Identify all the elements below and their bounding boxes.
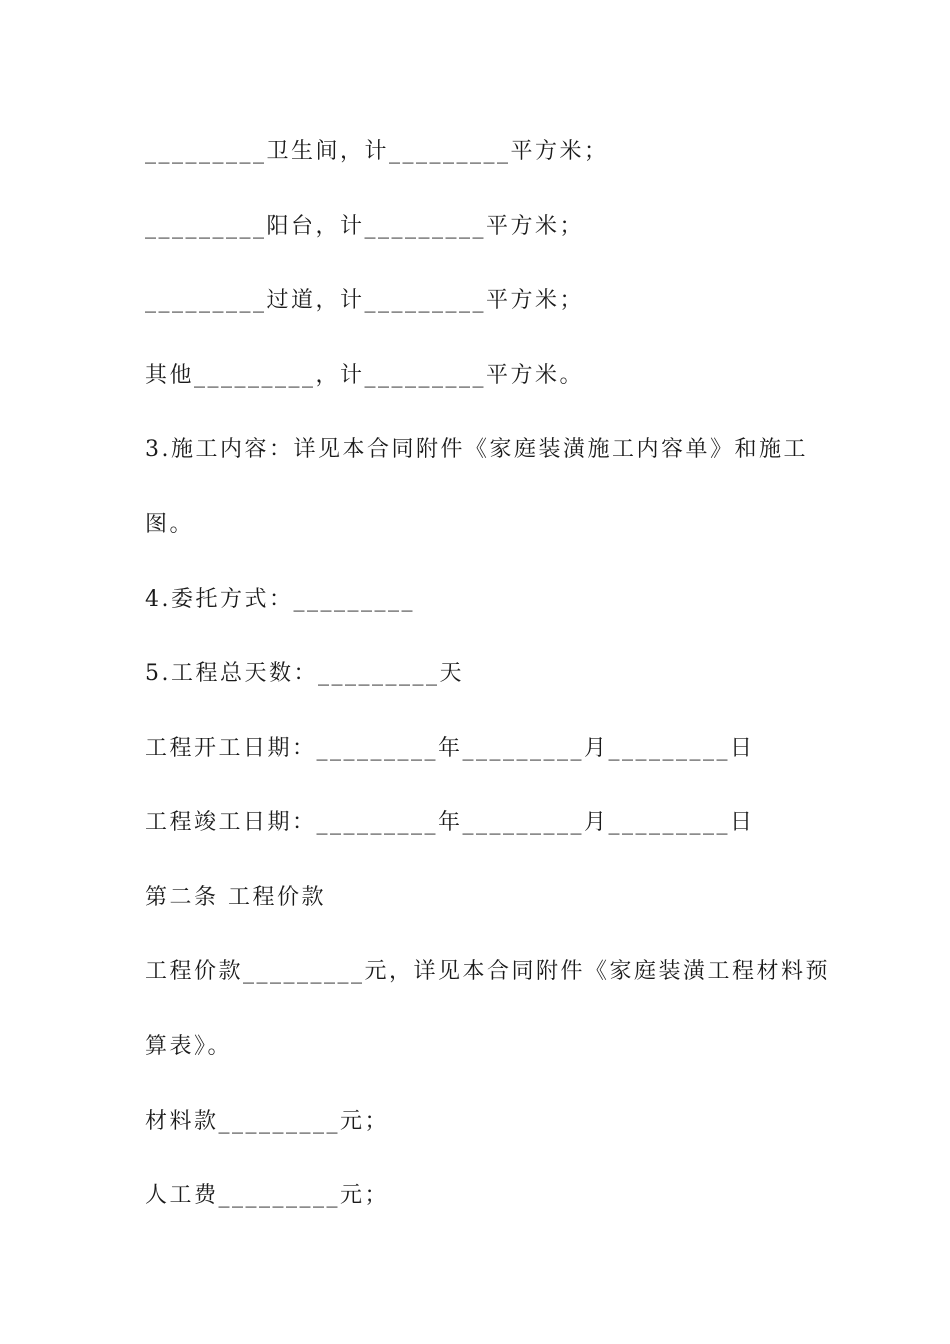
text-line-commission-method: 4.委托方式：_________ (145, 587, 415, 612)
section-heading-article-two: 第二条 工程价款 (145, 885, 326, 910)
text-line-project-price-cont: 算表》。 (145, 1034, 233, 1059)
text-line-hallway-area: _________过道，计_________平方米； (145, 288, 585, 313)
text-line-completion-date: 工程竣工日期：_________年_________月_________日 (145, 810, 755, 835)
text-line-labor-cost: 人工费_________元； (145, 1183, 390, 1208)
text-line-project-price: 工程价款_________元，详见本合同附件《家庭装潢工程材料预 (145, 959, 831, 984)
text-line-construction-content-cont: 图。 (145, 512, 195, 537)
text-line-material-cost: 材料款_________元； (145, 1109, 390, 1134)
text-line-other-area: 其他_________，计_________平方米。 (145, 363, 585, 388)
text-line-construction-content: 3.施工内容：详见本合同附件《家庭装潢施工内容单》和施工 (145, 437, 808, 462)
text-line-total-days: 5.工程总天数：_________天 (145, 661, 464, 686)
text-line-start-date: 工程开工日期：_________年_________月_________日 (145, 736, 755, 761)
text-line-bathroom-area: _________卫生间，计_________平方米； (145, 139, 609, 164)
text-line-balcony-area: _________阳台，计_________平方米； (145, 214, 585, 239)
